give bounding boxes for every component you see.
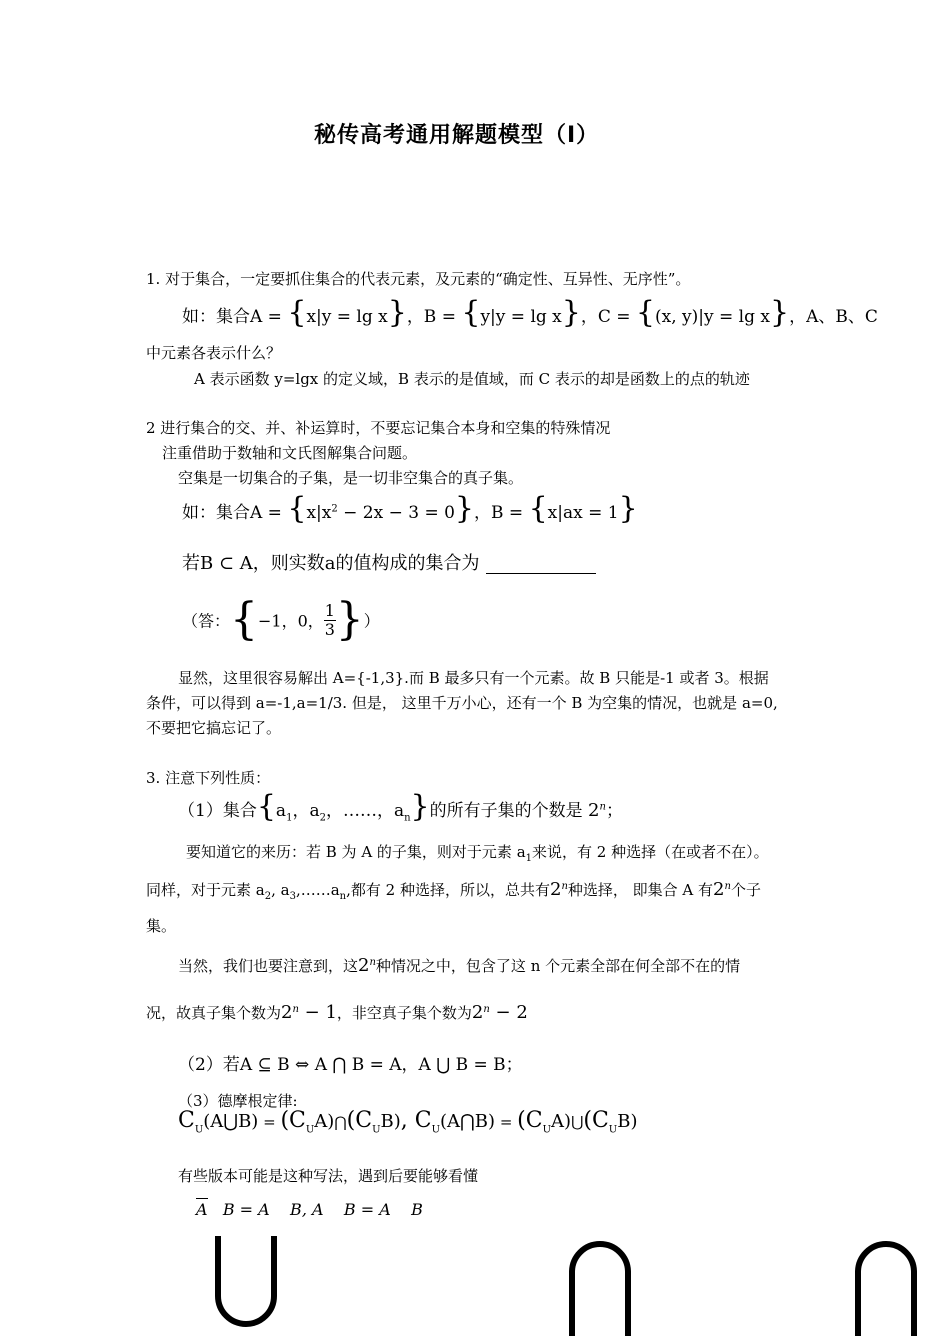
set-a: A) bbox=[314, 1111, 335, 1132]
set-a-label: A = bbox=[250, 307, 288, 327]
para1-tail: 来说，有 2 种选择（在或者不在）。 bbox=[532, 843, 769, 861]
set-tail: ，A、B、C bbox=[789, 307, 878, 327]
section2-answer bbox=[182, 594, 380, 645]
section2-line3: 空集是一切集合的子集，是一切非空集合的真子集。 bbox=[178, 469, 524, 487]
page-title: 秘传高考通用解题模型（I） bbox=[314, 123, 600, 148]
left-brace: { bbox=[230, 594, 259, 645]
para5-text: 况，故真子集个数为 bbox=[146, 1004, 282, 1022]
complement-a: A bbox=[196, 1200, 208, 1219]
universe-sub: U bbox=[194, 1124, 204, 1136]
right-brace: } bbox=[454, 491, 475, 526]
set-b-body: y|y = lg x bbox=[480, 307, 562, 327]
union-symbol: ⋃ bbox=[571, 1113, 584, 1131]
right-brace: } bbox=[410, 789, 430, 824]
section3-note: 有些版本可能是这种写法，遇到后要能够看懂 bbox=[178, 1167, 479, 1185]
universe-sub: U bbox=[431, 1124, 441, 1136]
section3-para3: 集。 bbox=[146, 917, 177, 935]
semicolon: ； bbox=[605, 801, 623, 821]
section3-para5 bbox=[146, 1002, 528, 1023]
universe-sub: U bbox=[542, 1124, 552, 1136]
subscript: 3 bbox=[289, 891, 296, 902]
section1-example bbox=[182, 295, 878, 330]
section2-example bbox=[182, 491, 638, 526]
para2-tail3: 个子 bbox=[730, 881, 761, 899]
right-brace: } bbox=[335, 594, 364, 645]
subscript: n bbox=[339, 891, 347, 902]
universe-sub: U bbox=[608, 1124, 618, 1136]
left-brace: { bbox=[635, 295, 656, 330]
fraction-denominator: 3 bbox=[324, 619, 335, 639]
union-expr: (A⋃B) bbox=[203, 1111, 259, 1132]
set-c-label: ，C = bbox=[580, 307, 636, 327]
subscript: n bbox=[404, 812, 411, 824]
section2-para1: 显然，这里很容易解出 A={-1,3}.而 B 最多只有一个元素。故 B 只能是-1 或者 3。根据 bbox=[178, 669, 769, 687]
intersection-symbol: ⋂ bbox=[334, 1113, 347, 1131]
large-union-icon bbox=[212, 1236, 280, 1336]
power-exponent: n bbox=[599, 801, 606, 813]
set-b-body: x|ax = 1 bbox=[547, 503, 619, 523]
power-base: 2 bbox=[588, 800, 600, 821]
expr-minus-two: − 2 bbox=[489, 1002, 528, 1023]
intersection-expr: (A⋂B) bbox=[440, 1111, 496, 1132]
answer-blank-line bbox=[486, 573, 596, 574]
section2-heading: 2 进行集合的交、并、补运算时，不要忘记集合本身和空集的特殊情况 bbox=[146, 419, 611, 437]
section3-item1: （1）集合{$a_1$，$a_2$，……，$a_n$}的所有子集的个数是 2$^n$； bbox=[178, 789, 623, 824]
example-prefix: 如：集合A = bbox=[182, 503, 288, 523]
element-an: a bbox=[393, 801, 405, 821]
section3-para4 bbox=[178, 955, 740, 976]
set-b: B) bbox=[617, 1111, 638, 1132]
exponent: 2 bbox=[331, 503, 338, 515]
complement-c: (C bbox=[517, 1108, 543, 1133]
section1-heading: 1. 对于集合，一定要抓住集合的代表元素，及元素的“确定性、互异性、无序性”。 bbox=[146, 270, 691, 288]
section3-heading: 3. 注意下列性质： bbox=[146, 769, 271, 787]
left-brace: { bbox=[461, 295, 481, 330]
item1-tail: 的所有子集的个数是 bbox=[429, 801, 583, 821]
para5-mid: ，非空真子集个数为 bbox=[336, 1004, 472, 1022]
set-b-label: ，B = bbox=[474, 503, 529, 523]
left-brace: { bbox=[287, 295, 307, 330]
left-brace: { bbox=[528, 491, 548, 526]
section2-line2: 注重借助于数轴和文氏图解集合问题。 bbox=[162, 444, 418, 462]
set-b-label: ，B = bbox=[406, 307, 462, 327]
complement-c: , C bbox=[400, 1108, 432, 1133]
complement-c: (C bbox=[280, 1108, 306, 1133]
right-brace: } bbox=[618, 491, 638, 526]
subscript: 2 bbox=[264, 891, 272, 902]
para2-tail: ,都有 2 种选择，所以，总共有 bbox=[346, 881, 550, 899]
ellipsis: …… bbox=[342, 801, 377, 821]
power-exponent: n bbox=[483, 1004, 490, 1015]
section1-answer: A 表示函数 y=lgx 的定义域，B 表示的是值域，而 C 表示的却是函数上的点的轨迹 bbox=[194, 370, 750, 388]
power-base: 2 bbox=[713, 879, 725, 900]
fraction-numerator: 1 bbox=[324, 600, 335, 620]
alt-notation-rest: B = A B, A B = A B bbox=[207, 1200, 423, 1219]
large-intersection-icon bbox=[566, 1236, 634, 1336]
element-a1: a bbox=[275, 801, 287, 821]
item1-prefix: （1）集合 bbox=[178, 801, 257, 821]
right-brace: } bbox=[561, 295, 581, 330]
left-brace: { bbox=[287, 491, 307, 526]
answer-open: （答： bbox=[182, 611, 231, 631]
complement-c: C bbox=[178, 1108, 195, 1133]
section1-continuation: 中元素各表示什么？ bbox=[146, 344, 282, 362]
subscript: 2 bbox=[319, 812, 326, 824]
para1-text: 要知道它的来历：若 B 为 A 的子集，则对于元素 a bbox=[186, 843, 526, 861]
subscript: 1 bbox=[286, 812, 293, 824]
para4-tail: 种情况之中，包含了这 n 个元素全部在何全部不在的情 bbox=[375, 957, 741, 975]
universe-sub: U bbox=[372, 1124, 381, 1136]
para2-tail2: 种选择， 即集合 A 有 bbox=[567, 881, 714, 899]
answer-values: −1，0， bbox=[258, 611, 324, 631]
power-base: 2 bbox=[549, 879, 562, 900]
section2-question: 若B ⊂ A，则实数a的值构成的集合为 bbox=[182, 553, 480, 574]
example-prefix: 如：集合 bbox=[182, 307, 250, 327]
equals: = bbox=[495, 1113, 518, 1131]
set-c-body: (x, y)|y = lg x bbox=[655, 307, 770, 327]
power-base: 2 bbox=[281, 1002, 293, 1023]
fraction bbox=[324, 602, 336, 638]
set-a-rest: − 2x − 3 = 0 bbox=[337, 503, 455, 523]
section3-item2: （2）若A ⊆ B ⇔ A ⋂ B = A，A ⋃ B = B； bbox=[178, 1055, 523, 1075]
right-brace: } bbox=[387, 295, 407, 330]
equals: = bbox=[258, 1113, 281, 1131]
alt-notation bbox=[196, 1200, 423, 1219]
para2-text: 同样，对于元素 a bbox=[146, 881, 265, 899]
left-brace: { bbox=[256, 789, 276, 824]
large-intersection-icon bbox=[852, 1236, 920, 1336]
set-a: A) bbox=[551, 1111, 572, 1132]
para4-text: 当然，我们也要注意到，这 bbox=[178, 957, 359, 975]
section3-para2 bbox=[146, 879, 761, 902]
power-exponent: n bbox=[561, 881, 568, 892]
power-exponent: n bbox=[292, 1004, 299, 1015]
complement-c: (C bbox=[583, 1108, 609, 1133]
subscript: 1 bbox=[525, 853, 533, 864]
section2-para2: 条件，可以得到 a=-1,a=1/3. 但是， 这里千万小心，还有一个 B 为空集的情况，也就是 a=0, bbox=[146, 694, 778, 712]
power-base: 2 bbox=[471, 1002, 484, 1023]
expr-minus-one: − 1 bbox=[298, 1002, 337, 1023]
element-a2: a bbox=[309, 801, 320, 821]
set-a-body: x|x bbox=[306, 503, 332, 523]
section3-item3: （3）德摩根定律: bbox=[178, 1092, 298, 1110]
para2-sep2: ,……a bbox=[295, 881, 340, 899]
power-exponent: n bbox=[369, 957, 376, 968]
universe-sub: U bbox=[305, 1124, 315, 1136]
para2-sep: , a bbox=[271, 881, 290, 899]
section3-para1 bbox=[186, 841, 769, 864]
power-base: 2 bbox=[358, 955, 370, 976]
set-b: B) bbox=[380, 1111, 401, 1132]
set-a-body: x|y = lg x bbox=[306, 307, 388, 327]
answer-close: ） bbox=[363, 611, 380, 631]
power-exponent: n bbox=[724, 881, 731, 892]
section2-para3: 不要把它搞忘记了。 bbox=[146, 719, 282, 737]
demorgan-law bbox=[178, 1108, 637, 1135]
complement-c: (C bbox=[346, 1108, 373, 1133]
right-brace: } bbox=[769, 295, 790, 330]
